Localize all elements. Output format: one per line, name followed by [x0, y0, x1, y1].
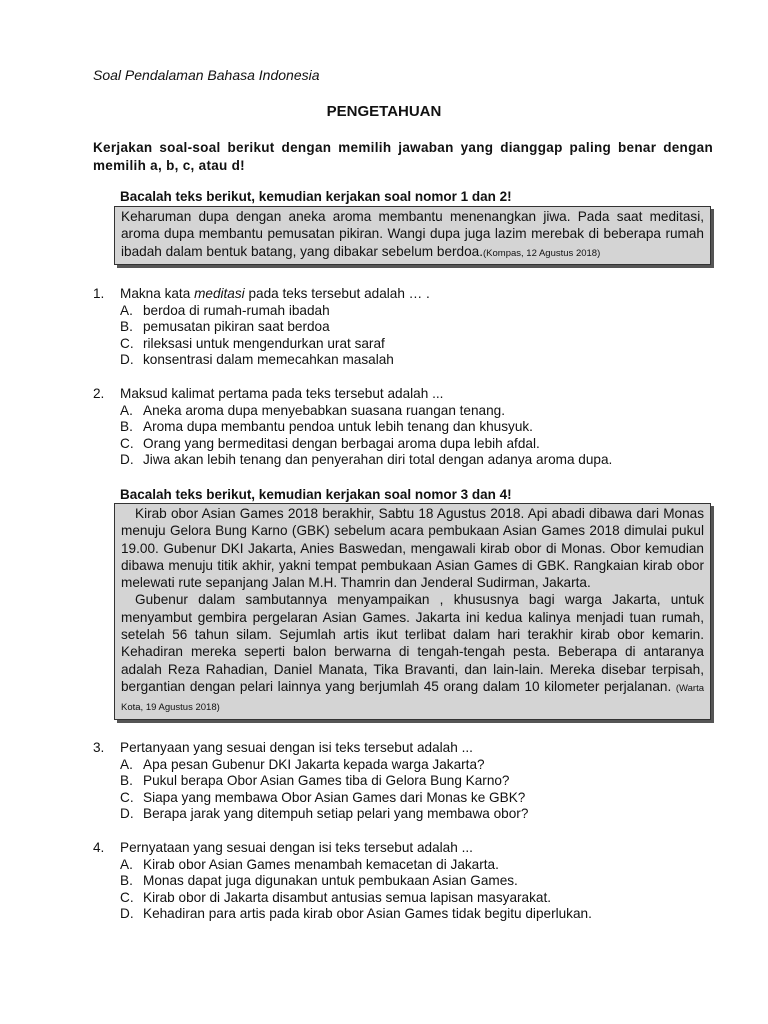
option-d[interactable] — [93, 806, 713, 823]
question-2 — [93, 386, 713, 469]
question-number: 2. — [93, 386, 105, 401]
option-b[interactable] — [93, 773, 713, 790]
option-letter: B. — [120, 773, 133, 788]
question-text: Pertanyaan yang sesuai dengan isi teks tersebut adalah ... — [120, 740, 473, 755]
option-b[interactable] — [93, 419, 713, 436]
option-text: berdoa di rumah-rumah ibadah — [143, 302, 330, 318]
question-text-before: Makna kata — [120, 286, 195, 301]
option-letter: C. — [120, 789, 134, 805]
option-text: rileksasi untuk mengendurkan urat saraf — [143, 335, 385, 351]
option-letter: B. — [120, 873, 133, 888]
option-text: Pukul berapa Obor Asian Games tiba di Gelora Bung Karno? — [143, 773, 510, 788]
option-text: Siapa yang membawa Obor Asian Games dari Monas ke GBK? — [143, 789, 526, 805]
question-number: 1. — [93, 286, 105, 301]
page-title: PENGETAHUAN — [326, 103, 442, 120]
question-text: Pernyataan yang sesuai dengan isi teks tersebut adalah ... — [120, 840, 473, 855]
option-a[interactable] — [93, 757, 713, 774]
option-letter: D. — [120, 906, 134, 921]
option-text: pemusatan pikiran saat berdoa — [143, 319, 330, 334]
passage-2-heading: Bacalah teks berikut, kemudian kerjakan soal nomor 3 dan 4! — [120, 487, 512, 502]
option-text: Jiwa akan lebih tenang dan penyerahan diri total dengan adanya aroma dupa. — [143, 452, 613, 467]
passage-2-paragraph-2 — [121, 591, 704, 716]
passage-2-box — [114, 503, 711, 720]
option-letter: B. — [120, 419, 133, 434]
option-text: Aneka aroma dupa menyebabkan suasana ruangan tenang. — [143, 402, 506, 418]
passage-1-paragraph — [121, 208, 704, 262]
option-letter: A. — [120, 756, 133, 772]
option-c[interactable] — [93, 790, 713, 807]
option-text: konsentrasi dalam memecahkan masalah — [143, 352, 394, 367]
option-letter: D. — [120, 806, 134, 821]
option-text: Kehadiran para artis pada kirab obor Asian Games tidak begitu diperlukan. — [143, 906, 592, 921]
option-b[interactable] — [93, 873, 713, 890]
option-letter: A. — [120, 302, 133, 318]
option-text: Aroma dupa membantu pendoa untuk lebih tenang dan khusyuk. — [143, 419, 533, 434]
option-letter: A. — [120, 856, 133, 872]
option-c[interactable] — [93, 436, 713, 453]
question-4 — [93, 840, 713, 923]
option-d[interactable] — [93, 906, 713, 923]
question-text — [120, 286, 713, 303]
option-c[interactable] — [93, 336, 713, 353]
passage-1-text: Keharuman dupa dengan aneka aroma membantu menenangkan jiwa. Pada saat meditasi, aroma dupa membantu pemusatan pikiran. Wangi dupa juga lazim merebak di beberapa rumah ibadah dalam bentuk batang, yang dibakar sebelum berdoa. — [121, 209, 704, 259]
option-text: Kirab obor di Jakarta disambut antusias semua lapisan masyarakat. — [143, 889, 552, 905]
passage-1-heading: Bacalah teks berikut, kemudian kerjakan soal nomor 1 dan 2! — [120, 189, 512, 204]
question-text-after: pada teks tersebut adalah … . — [244, 286, 430, 301]
option-letter: B. — [120, 319, 133, 334]
option-letter: A. — [120, 402, 133, 418]
option-b[interactable] — [93, 319, 713, 336]
option-letter: C. — [120, 435, 134, 451]
option-letter: D. — [120, 452, 134, 467]
option-a[interactable] — [93, 403, 713, 420]
option-text: Apa pesan Gubenur DKI Jakarta kepada warga Jakarta? — [143, 756, 485, 772]
option-letter: C. — [120, 335, 134, 351]
question-3 — [93, 740, 713, 823]
option-text: Orang yang bermeditasi dengan berbagai aroma dupa lebih afdal. — [143, 435, 540, 451]
passage-2-paragraph-1: Kirab obor Asian Games 2018 berakhir, Sabtu 18 Agustus 2018. Api abadi dibawa dari Monas menuju Gelora Bung Karno (GBK) sebelum acara pembukaan Asian Games 2018 dimulai pukul 19.00. Gubenur DKI Jakarta, Anies Baswedan, mengawali kirab obor di Monas. Obor kemudian dibawa menuju titik akhir, yakni tempat pembukaan Asian Games di GBK. Rangkaian kirab obor melewati rute sepanjang Jalan M.H. Thamrin dan Jenderal Sudirman, Jakarta. — [121, 506, 704, 591]
document-header: Soal Pendalaman Bahasa Indonesia — [93, 67, 320, 83]
option-c[interactable] — [93, 890, 713, 907]
option-d[interactable] — [93, 352, 713, 369]
option-text: Monas dapat juga digunakan untuk pembukaan Asian Games. — [143, 873, 518, 888]
option-d[interactable] — [93, 452, 713, 469]
question-text: Maksud kalimat pertama pada teks tersebut adalah ... — [120, 386, 444, 401]
option-text: Berapa jarak yang ditempuh setiap pelari yang membawa obor? — [143, 806, 529, 821]
question-number: 3. — [93, 740, 105, 755]
passage-1-box — [114, 206, 711, 265]
passage-2-paragraph-2-text: Gubenur dalam sambutannya menyampaikan , khususnya bagi warga Jakarta, untuk menyambut gembira pergelaran Asian Games. Jakarta ini kedua kalinya menjadi tuan rumah, setelah 56 tahun silam. Sejumlah artis ikut terlibat dalam hari terakhir kirab obor kemarin. Kehadiran mereka seperti balon berwarna di tengah-tengah pesta. Beberapa di antaranya adalah Reza Rahadian, Daniel Manata, Tika Bravanti, dan lain-lain. Mereka disebar terpisah, bergantian dengan pelari lainnya yang berjumlah 45 orang dalam 10 kilometer perjalanan. — [121, 592, 704, 694]
option-a[interactable] — [93, 857, 713, 874]
question-1 — [93, 286, 713, 369]
question-number: 4. — [93, 840, 105, 855]
instruction-text: Kerjakan soal-soal berikut dengan memilih jawaban yang dianggap paling benar dengan memilih a, b, c, atau d! — [93, 140, 713, 173]
option-a[interactable] — [93, 303, 713, 320]
option-text: Kirab obor Asian Games menambah kemacetan di Jakarta. — [143, 856, 499, 872]
option-letter: D. — [120, 352, 134, 367]
question-text-italic: meditasi — [194, 286, 245, 301]
passage-1-source: (Kompas, 12 Agustus 2018) — [483, 247, 601, 259]
option-letter: C. — [120, 889, 134, 905]
passage-2-source: (Warta Kota, 19 Agustus 2018) — [121, 682, 704, 714]
